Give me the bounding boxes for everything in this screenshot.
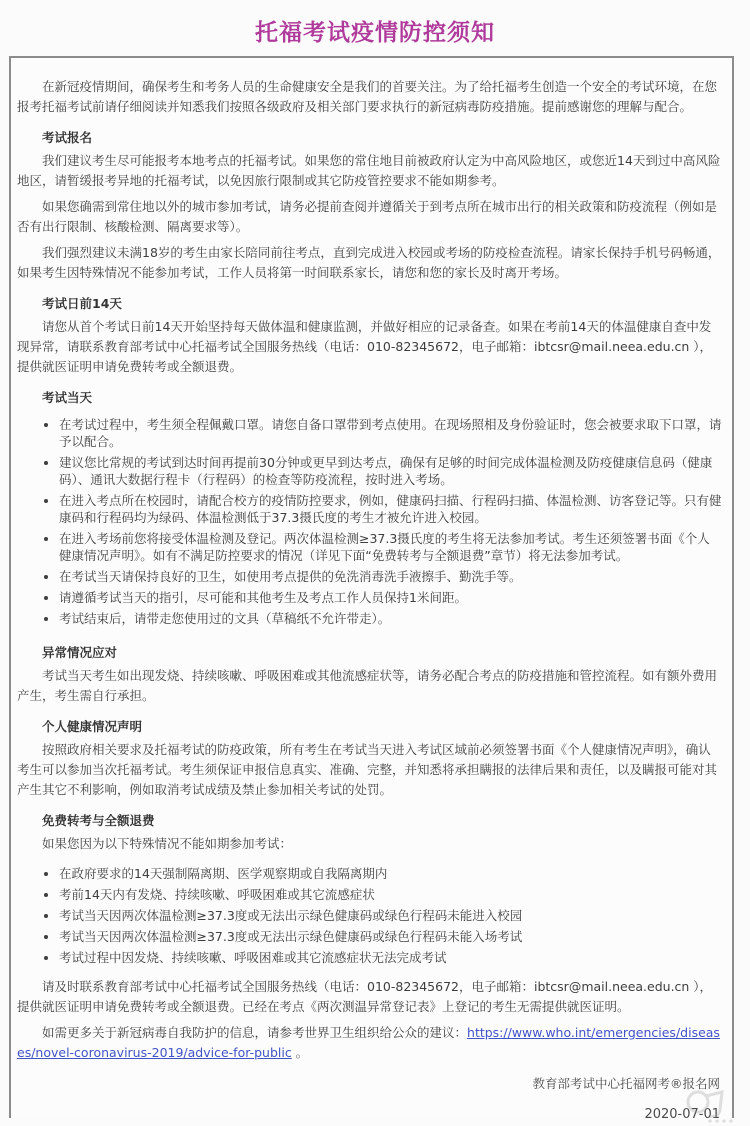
list-item: • 在进入考点所在校园时，请配合校方的疫情防控要求，例如，健康码扫描、行程码扫描、体温检测、访客登记等。只有健康码和行程码均为绿码、体温检测低于37.3摄氏度的考生才被允许进入校园。 [59, 492, 722, 526]
notice-box [9, 56, 734, 1118]
list-item: • 考试结束后，请带走您使用过的文具（草稿纸不允许带走）。 [59, 610, 722, 627]
section-heading-health-declaration: 个人健康情况声明 [42, 719, 143, 734]
list-item: • 建议您比常规的考试到达时间再提前30分钟或更早到达考点，确保有足够的时间完成体温检测及防疫健康信息码（健康码）、通讯大数据行程卡（行程码）的检查等防疫流程，按时进入考场。 [59, 454, 722, 488]
section-heading-14-days-before: 考试日前14天 [42, 296, 122, 311]
who-advice-text: 如需更多关于新冠病毒自我防护的信息，请参考世界卫生组织给公众的建议： [42, 1025, 468, 1040]
list-item: • 在政府要求的14天强制隔离期、医学观察期或自我隔离期内 [59, 865, 722, 882]
who-advice-paragraph [17, 1023, 722, 1063]
list-item: • 考试当天因两次体温检测≥37.3度或无法出示绿色健康码或绿色行程码未能入场考试 [59, 928, 722, 945]
footer [17, 1066, 722, 1118]
list-item: • 考试当天因两次体温检测≥37.3度或无法出示绿色健康码或绿色行程码未能进入校园 [59, 907, 722, 924]
section-heading-registration: 考试报名 [42, 130, 93, 145]
paragraph: 请及时联系教育部考试中心托福考试全国服务热线（电话：010-82345672，电子邮箱：ibtcsr@mail.neea.edu.cn ），提供就医证明申请免费转考或全额退费。已经在考点《两次测温异常登记表》上登记的考生无需提供就医证明。 [17, 979, 713, 1014]
list-item: • 在进入考场前您将接受体温检测及登记。两次体温检测≥37.3摄氏度的考生将无法参加考试。考生还须签署书面《个人健康情况声明》。如有不满足防控要求的情况（详见下面“免费转考与全额退费”章节）将无法参加考试。 [59, 530, 722, 564]
paragraph: 请您从首个考试日前14天开始坚持每天做体温和健康监测，并做好相应的记录备查。如果在考前14天的体温健康自查中发现异常，请联系教育部考试中心托福考试全国服务热线（电话：010-82345672，电子邮箱：ibtcsr@mail.neea.edu.cn ），提供就医证明申请免费转考或全额退费。 [17, 319, 713, 374]
document-page [0, 14, 750, 1118]
section-heading-free-transfer-refund: 免费转考与全额退费 [42, 813, 155, 828]
footer-date: 2020-07-01 [644, 1107, 720, 1118]
who-advice-suffix: 。 [291, 1045, 309, 1060]
section-heading-exam-day: 考试当天 [42, 390, 93, 405]
list-item: • 考前14天内有发烧、持续咳嗽、呼吸困难或其它流感症状 [59, 886, 722, 903]
refund-conditions-list [17, 861, 722, 970]
list-item: • 考试过程中因发烧、持续咳嗽、呼吸困难或其它流感症状无法完成考试 [59, 949, 722, 966]
intro-paragraph: 在新冠疫情期间，确保考生和考务人员的生命健康安全是我们的首要关注。为了给托福考生创造一个安全的考试环境，在您报考托福考试前请仔细阅读并知悉我们按照各级政府及相关部门要求执行的新冠病毒防疫措施。提前感谢您的理解与配合。 [17, 79, 718, 114]
list-item: • 在考试过程中，考生须全程佩戴口罩。请您自备口罩带到考点使用。在现场照相及身份验证时，您会被要求取下口罩，请予以配合。 [59, 416, 722, 450]
list-item: • 在考试当天请保持良好的卫生，如使用考点提供的免洗消毒洗手液擦手、勤洗手等。 [59, 568, 722, 585]
exam-day-list [17, 412, 722, 631]
page-title: 托福考试疫情防控须知 [255, 20, 495, 46]
paragraph: 我们建议考生尽可能报考本地考点的托福考试。如果您的常住地目前被政府认定为中高风险地区，或您近14天到过中高风险地区，请暂缓报考异地的托福考试，以免因旅行限制或其它防疫管控要求不能如期参考。 [17, 153, 721, 188]
paragraph: 考试当天考生如出现发烧、持续咳嗽、呼吸困难或其他流感症状等，请务必配合考点的防疫措施和管控流程。如有额外费用产生，考生需自行承担。 [17, 668, 718, 703]
list-item: • 请遵循考试当天的指引，尽可能和其他考生及考点工作人员保持1米间距。 [59, 589, 722, 606]
who-link[interactable]: https://www.who.int/emergencies/diseases/novel-coronavirus-2019/advice-for-public [17, 1025, 720, 1060]
paragraph: 如果您确需到常住地以外的城市参加考试，请务必提前查阅并遵循关于到考点所在城市出行的相关政策和防疫流程（例如是否有出行限制、核酸检测、隔离要求等）。 [17, 199, 718, 234]
paragraph: 如果您因为以下特殊情况不能如期参加考试： [42, 836, 293, 851]
footer-org: 教育部考试中心托福网考®报名网 [532, 1076, 720, 1091]
section-heading-abnormal-situations: 异常情况应对 [42, 645, 118, 660]
paragraph: 按照政府相关要求及托福考试的防疫政策，所有考生在考试当天进入考试区域前必须签署书面《个人健康情况声明》，确认考生可以参加当次托福考试。考生须保证申报信息真实、准确、完整，并知悉将承担瞒报的法律后果和责任，以及瞒报可能对其产生其它不利影响，例如取消考试成绩及禁止参加相关考试的处罚。 [17, 742, 718, 797]
paragraph: 我们强烈建议未满18岁的考生由家长陪同前往考点，直到完成进入校园或考场的防疫检查流程。请家长保持手机号码畅通，如果考生因特殊情况不能参加考试，工作人员将第一时间联系家长，请您和您的家长及时离开考场。 [17, 245, 721, 280]
